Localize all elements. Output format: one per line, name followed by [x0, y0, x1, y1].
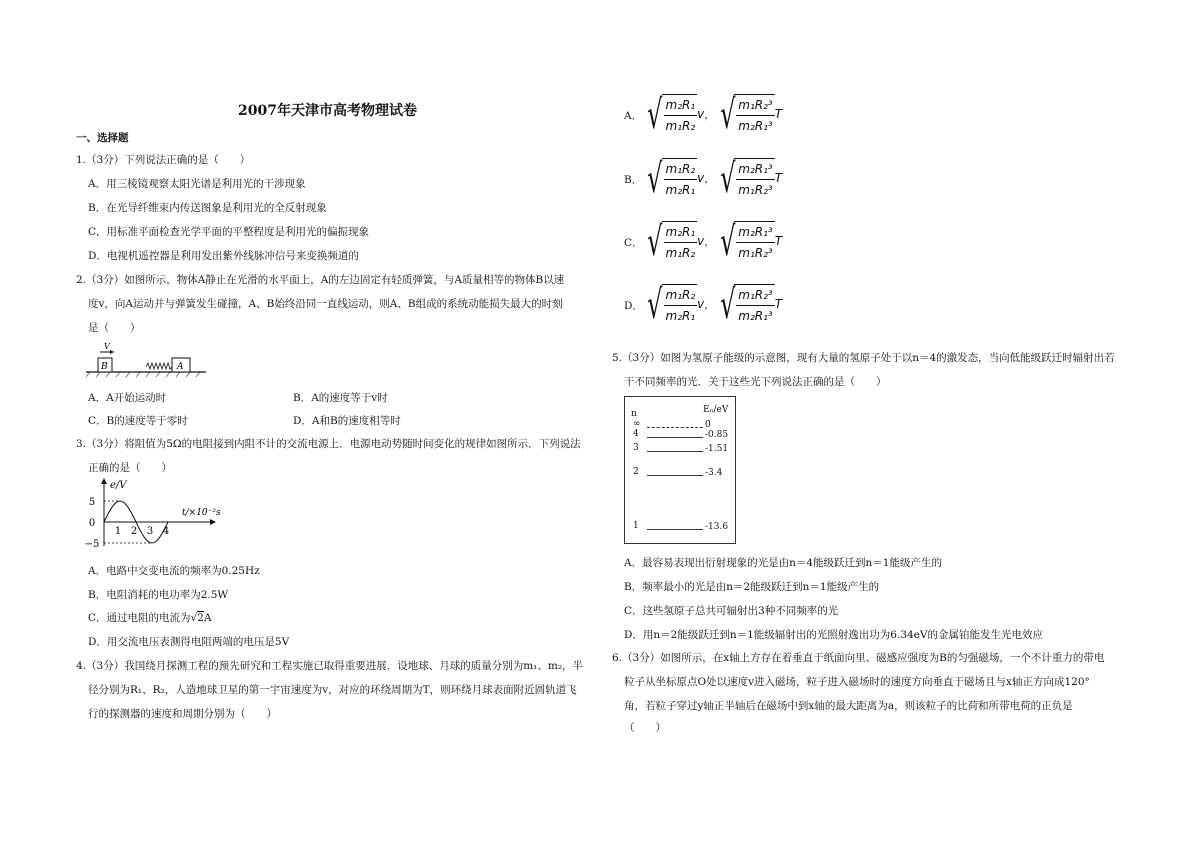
q4-option-label: D． [624, 299, 643, 312]
q2-velocity-arrowhead [110, 350, 114, 354]
q5-stem-line2: 干不同频率的光．关于这些光下列说法正确的是（ ） [624, 376, 887, 388]
q5-option-b: B．频率最小的光是由n＝2能级跃迁到n＝1能级产生的 [624, 581, 880, 593]
q2-stem-line3: 是（ ） [88, 322, 141, 334]
q4-t-symbol: T [774, 171, 783, 185]
q4-t-denominator: m₂R₁³ [738, 119, 773, 133]
q5-level-line [647, 475, 703, 476]
q1-stem: 1.（3分）下列说法正确的是（ ） [76, 154, 251, 166]
q2-options-row2 [88, 413, 401, 428]
q1-option-d: D．电视机遥控器是利用发出紫外线脉冲信号来变换频道的 [88, 250, 359, 262]
q3-option-d: D．用交流电压表测得电阻两端的电压是5V [88, 636, 290, 648]
q5-option-c: C．这些氢原子总共可辐射出3种不同频率的光 [624, 605, 839, 617]
q4-option-label: A． [624, 109, 643, 122]
q3-option-b: B．电阻消耗的电功率为2.5W [88, 589, 229, 601]
q4-separator: ， [704, 109, 715, 121]
q4-v-denominator: m₁R₂ [665, 246, 696, 260]
q3-option-c-unit: A [203, 612, 212, 624]
q5-level-n: 4 [633, 429, 639, 439]
q3-option-a: A．电路中交变电流的频率为0.25Hz [88, 565, 260, 577]
radical-sign-icon: √ [719, 282, 736, 328]
q5-level-energy: -1.51 [705, 444, 729, 454]
q4-t-numerator: m₁R₂³ [736, 95, 774, 116]
q4-t-symbol: T [774, 297, 783, 311]
q5-e-header: Eₙ/eV [703, 405, 729, 415]
q4-period-expression [715, 94, 775, 136]
q2-option-a: A．A开始运动时 [88, 392, 167, 404]
q5-level-line [647, 437, 703, 438]
q4-period-expression [715, 284, 775, 326]
q3-option-c-text: C．通过电阻的电流为 [88, 612, 191, 624]
radical-sign-icon: √ [647, 92, 663, 138]
q1-option-c: C．用标准平面检查光学平面的平整程度是利用光的偏振现象 [88, 226, 370, 238]
q4-velocity-expression [642, 158, 697, 200]
q3-stem-line2: 正确的是（ ） [88, 462, 172, 474]
q4-t-denominator: m₂R₁³ [738, 309, 773, 323]
q4-stem-line1: 4.（3分）我国绕月探测工程的预先研究和工程实施已取得重要进展．设地球、月球的质量分别为m₁、m₂，半 [76, 660, 584, 672]
q3-option-c-root-sign: √ [190, 612, 198, 624]
radical-sign-icon: √ [719, 219, 736, 265]
q6-stem-line3: 角，若粒子穿过y轴正半轴后在磁场中到x轴的最大距离为a，则该粒子的比荷和所带电荷的正负是 [624, 700, 1073, 712]
q5-level-n: 3 [633, 443, 639, 453]
q3-option-c [88, 610, 212, 625]
q4-v-symbol: v [697, 171, 705, 185]
y-tick-label: 5 [88, 497, 96, 508]
q3-option-c-radicand: 2 [197, 612, 204, 624]
q4-option-c [624, 221, 782, 263]
q5-energy-level-diagram [624, 396, 736, 544]
q2-stem-line2: 度v，向A运动并与弹簧发生碰撞，A、B始终沿同一直线运动，则A、B组成的系统动能损失最大的时刻 [88, 298, 563, 310]
q2-option-d: D．A和B的速度相等时 [293, 415, 401, 427]
q4-stem-line2: 径分别为R₁、R₂，人造地球卫星的第一宇宙速度为v，对应的环绕周期为T，则环绕月球表面附近圆轨道飞 [88, 684, 577, 696]
q4-option-label: B． [624, 173, 643, 186]
q5-level-line [647, 451, 703, 452]
q5-level-n: 2 [633, 467, 639, 477]
x-axis-arrow-icon [210, 519, 216, 525]
q2-figure [86, 338, 208, 378]
q4-t-symbol: T [774, 234, 783, 248]
q4-v-denominator: m₂R₁ [665, 309, 696, 323]
q4-v-numerator: m₂R₁ [664, 222, 698, 243]
radical-sign-icon: √ [647, 282, 663, 328]
q5-level-energy: 0 [705, 420, 711, 430]
q5-option-d: D．用n＝2能级跃迁到n＝1能级辐射出的光照射逸出功为6.34eV的金属铂能发生光电效应 [624, 629, 1043, 641]
q1-option-b: B．在光导纤维束内传送图象是利用光的全反射现象 [88, 202, 327, 214]
q4-v-symbol: v [697, 107, 705, 121]
q2-block-b-label: B [101, 362, 108, 372]
q4-velocity-expression [642, 94, 697, 136]
q4-t-numerator: m₂R₁³ [736, 222, 774, 243]
x-tick-label: 3 [146, 526, 154, 537]
q3-stem-line1: 3.（3分）将阻值为5Ω的电阻接到内阻不计的交流电源上．电源电动势随时间变化的规律如图所示．下列说法 [76, 438, 581, 450]
q3-emf-chart [82, 476, 232, 554]
q4-stem-line3: 行的探测器的速度和周期分别为（ ） [88, 708, 277, 720]
q4-separator: ， [704, 299, 715, 311]
q2-spring [146, 363, 172, 369]
radical-sign-icon: √ [719, 156, 736, 202]
q4-t-symbol: T [774, 107, 783, 121]
q4-option-b [624, 158, 782, 200]
y-axis-arrow-icon [101, 478, 107, 484]
q5-level-n: 1 [633, 521, 639, 531]
q5-stem-line1: 5.（3分）如图为氢原子能级的示意图，现有大量的氢原子处于以n＝4的激发态，当向低能级跃迁时辐射出若 [612, 352, 1115, 364]
q4-option-a [624, 94, 782, 136]
q5-level-energy: -0.85 [705, 430, 729, 440]
q6-stem-line1: 6.（3分）如图所示，在x轴上方存在着垂直于纸面向里、磁感应强度为B的匀强磁场，一个不计重力的带电 [612, 652, 1105, 664]
q2-options-row1 [88, 390, 388, 405]
q4-v-denominator: m₂R₁ [665, 183, 696, 197]
q2-velocity-label: V [104, 342, 110, 351]
q4-option-d [624, 284, 782, 326]
q6-stem-line2: 粒子从坐标原点O处以速度v进入磁场，粒子进入磁场时的速度方向垂直于磁场且与x轴正方向成120° [624, 676, 1090, 688]
q4-period-expression [715, 158, 775, 200]
q5-level-energy: -3.4 [705, 468, 723, 478]
page-title: 2007年天津市高考物理试卷 [238, 103, 417, 119]
x-tick-label: 4 [162, 526, 170, 537]
q4-v-denominator: m₁R₂ [665, 119, 696, 133]
q2-stem-line1: 2.（3分）如图所示，物体A静止在光滑的水平面上，A的左边固定有轻质弹簧，与A质量相等的物体B以速 [76, 274, 565, 286]
q5-n-header: n [631, 409, 637, 419]
q2-option-c: C．B的速度等于零时 [88, 415, 188, 427]
q2-option-b: B．A的速度等于v时 [293, 392, 388, 404]
q6-stem-line4: （ ） [624, 722, 666, 734]
q5-level-line [647, 427, 703, 428]
q4-t-numerator: m₁R₂³ [736, 285, 774, 306]
q4-velocity-expression [642, 284, 697, 326]
y-tick-label: 0 [88, 518, 96, 529]
q4-v-symbol: v [697, 297, 705, 311]
radical-sign-icon: √ [647, 219, 663, 265]
q4-period-expression [715, 221, 775, 263]
x-axis-label: t/×10⁻²s [182, 508, 221, 518]
q4-v-numerator: m₁R₂ [664, 285, 698, 306]
q1-option-a: A．用三棱镜观察太阳光谱是利用光的干涉现象 [88, 178, 306, 190]
y-tick-label: −5 [84, 539, 100, 550]
q4-v-numerator: m₁R₂ [664, 159, 698, 180]
q4-t-denominator: m₁R₂³ [738, 246, 773, 260]
radical-sign-icon: √ [719, 92, 736, 138]
y-axis-label: e/V [110, 480, 127, 491]
q4-velocity-expression [642, 221, 697, 263]
q4-option-label: C． [624, 236, 643, 249]
x-tick-label: 1 [114, 526, 122, 537]
q5-level-n: ∞ [633, 419, 641, 429]
q2-ground-hatch [86, 372, 200, 377]
q4-v-symbol: v [697, 234, 705, 248]
q5-level-line [647, 529, 703, 530]
q2-block-a-label: A [177, 362, 184, 372]
q4-separator: ， [704, 173, 715, 185]
q4-t-numerator: m₂R₁³ [736, 159, 774, 180]
section-heading: 一、选择题 [76, 132, 129, 144]
q5-level-energy: -13.6 [705, 522, 729, 532]
radical-sign-icon: √ [647, 156, 663, 202]
q4-separator: ， [704, 236, 715, 248]
q5-option-a: A．最容易表现出衍射现象的光是由n＝4能级跃迁到n＝1能级产生的 [624, 557, 942, 569]
q4-t-denominator: m₁R₂³ [738, 183, 773, 197]
q4-v-numerator: m₂R₁ [664, 95, 698, 116]
x-tick-label: 2 [130, 526, 138, 537]
